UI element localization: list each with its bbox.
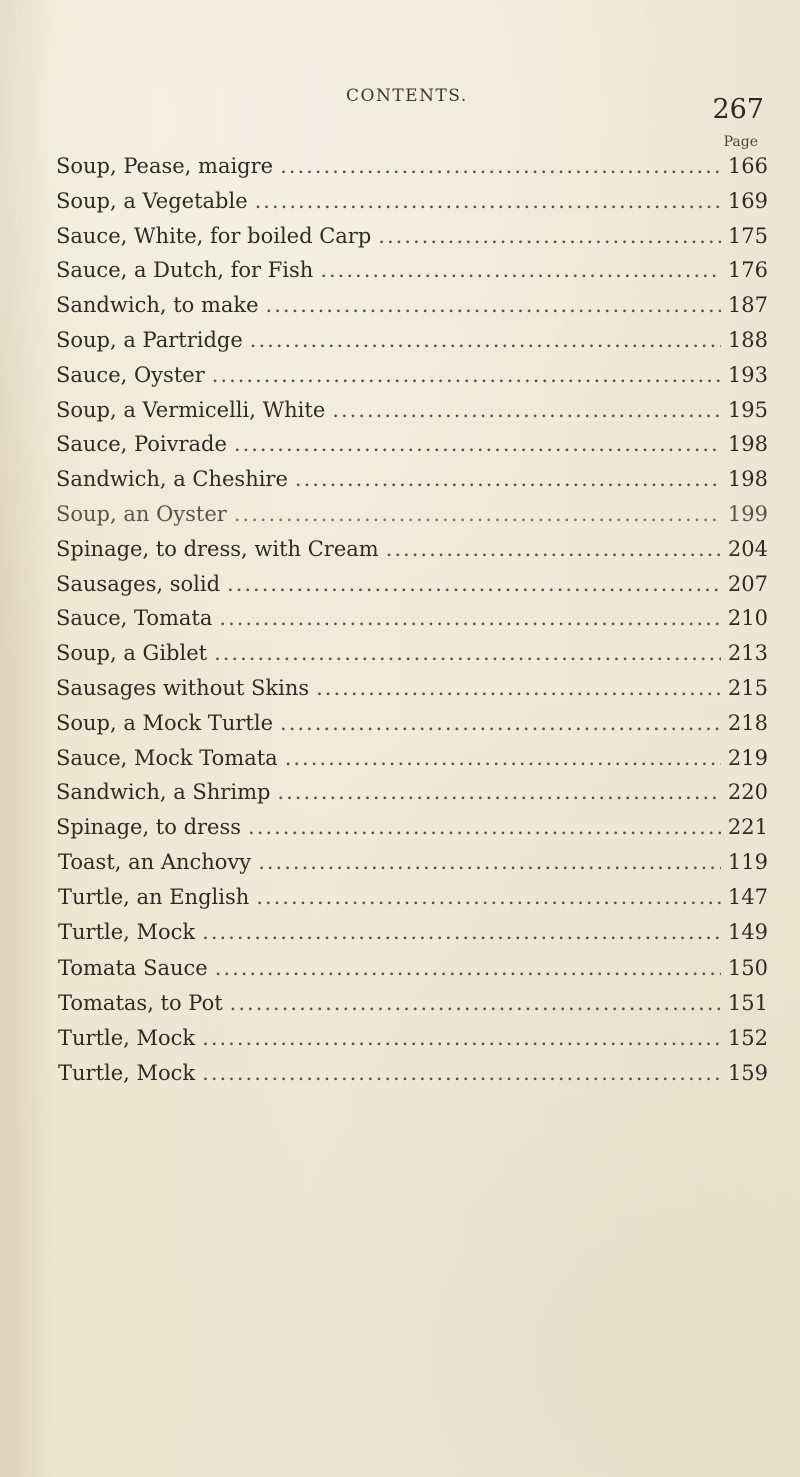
contents-entry (56, 780, 768, 815)
dot-leader (212, 363, 721, 387)
contents-entry (56, 363, 768, 398)
dot-leader (215, 956, 721, 980)
entry-page: 218 (727, 710, 768, 735)
contents-entry (56, 398, 768, 433)
dot-leader (219, 606, 721, 630)
dot-leader (280, 711, 721, 735)
contents-entry (58, 920, 768, 955)
entry-title: Turtle, Mock (58, 920, 196, 945)
entry-page: 207 (727, 571, 768, 596)
contents-entry (58, 885, 768, 920)
dot-leader (214, 641, 721, 665)
entry-title: Spinage, to dress (56, 815, 242, 840)
entry-page: 176 (727, 258, 768, 283)
dot-leader (386, 537, 721, 561)
entry-page: 150 (727, 955, 768, 980)
entry-title: Sauce, a Dutch, for Fish (56, 258, 314, 283)
entry-title: Tomata Sauce (58, 955, 208, 980)
dot-leader (277, 780, 720, 804)
contents-entry (58, 991, 768, 1026)
entry-page: 220 (727, 780, 768, 805)
entry-page: 215 (727, 675, 768, 700)
dot-leader (202, 920, 721, 944)
running-head-title: CONTENTS. (346, 86, 468, 106)
entry-title: Sauce, White, for boiled Carp (56, 223, 372, 248)
contents-entry (58, 956, 768, 991)
entry-page: 152 (727, 1025, 768, 1050)
dot-leader (250, 328, 721, 352)
dot-leader (266, 293, 721, 317)
entry-title: Soup, a Vermicelli, White (56, 397, 326, 422)
dot-leader (227, 572, 721, 596)
dot-leader (256, 885, 721, 909)
entry-title: Soup, a Mock Turtle (56, 710, 274, 735)
contents-entry (56, 606, 768, 641)
entry-page: 204 (727, 536, 768, 561)
entry-title: Sandwich, to make (56, 293, 259, 318)
entry-page: 193 (727, 362, 768, 387)
contents-entry (58, 1061, 768, 1096)
dot-leader (234, 502, 721, 526)
entry-page: 119 (727, 850, 768, 874)
contents-entry (56, 224, 768, 259)
page-column-label: Page (723, 134, 758, 150)
entry-title: Tomatas, to Pot (58, 990, 223, 1015)
contents-entry (56, 467, 768, 502)
contents-entry (58, 850, 768, 885)
contents-entry (56, 572, 768, 607)
contents-entry (56, 537, 768, 572)
entry-title: Turtle, an English (58, 885, 250, 910)
dot-leader (295, 467, 721, 491)
entry-page: 221 (727, 815, 768, 840)
entry-page: 213 (727, 641, 768, 666)
entry-title: Turtle, Mock (58, 1061, 196, 1086)
dot-leader (258, 850, 721, 874)
entry-page: 175 (727, 223, 768, 248)
entry-page: 151 (727, 990, 768, 1015)
entry-page: 195 (727, 397, 768, 422)
contents-entry (58, 1026, 768, 1061)
entry-page: 187 (727, 293, 768, 318)
contents-entry (56, 711, 768, 746)
dot-leader (248, 815, 721, 839)
entry-title: Sauce, Oyster (56, 362, 205, 387)
contents-entry (56, 258, 768, 293)
entry-title: Sandwich, a Shrimp (56, 780, 271, 805)
entry-title: Soup, a Vegetable (56, 188, 248, 213)
entry-page: 188 (727, 327, 768, 352)
dot-leader (230, 991, 721, 1015)
dot-leader (234, 432, 721, 456)
entry-title: Sauce, Tomata (56, 606, 213, 631)
contents-list-s (56, 154, 768, 850)
contents-entry (56, 328, 768, 363)
entry-page: 219 (727, 745, 768, 770)
entry-title: Soup, an Oyster (56, 501, 227, 526)
dot-leader (255, 189, 721, 213)
entry-title: Turtle, Mock (58, 1025, 196, 1050)
contents-entry (56, 189, 768, 224)
entry-title: Sauce, Poivrade (56, 432, 227, 457)
entry-title: Soup, Pease, maigre (56, 154, 274, 178)
contents-entry (56, 432, 768, 467)
dot-leader (280, 154, 721, 178)
contents-entry (56, 502, 768, 537)
entry-page: 199 (727, 501, 768, 526)
dot-leader (378, 224, 721, 248)
entry-title: Sandwich, a Cheshire (56, 467, 288, 492)
entry-title: Sausages without Skins (56, 675, 310, 700)
contents-entry (56, 815, 768, 850)
entry-title: Toast, an Anchovy (58, 850, 252, 874)
entry-page: 198 (727, 432, 768, 457)
entry-page: 149 (727, 920, 768, 945)
entry-page: 166 (727, 154, 768, 178)
entry-title: Sauce, Mock Tomata (56, 745, 278, 770)
page-number: 267 (712, 94, 764, 125)
contents-entry (56, 676, 768, 711)
dot-leader (320, 258, 721, 282)
dot-leader (285, 746, 721, 770)
contents-entry (56, 154, 768, 189)
dot-leader (202, 1026, 721, 1050)
contents-entry (56, 746, 768, 781)
entry-page: 198 (727, 467, 768, 492)
contents-list-t (58, 850, 768, 1096)
dot-leader (332, 398, 721, 422)
entry-page: 210 (727, 606, 768, 631)
entry-title: Soup, a Partridge (56, 327, 243, 352)
entry-title: Spinage, to dress, with Cream (56, 536, 379, 561)
dot-leader (202, 1061, 721, 1085)
entry-page: 159 (727, 1061, 768, 1086)
entry-page: 169 (727, 188, 768, 213)
entry-title: Sausages, solid (56, 571, 221, 596)
dot-leader (316, 676, 721, 700)
entry-title: Soup, a Giblet (56, 641, 208, 666)
entry-page: 147 (727, 885, 768, 910)
contents-entry (56, 293, 768, 328)
contents-entry (56, 641, 768, 676)
